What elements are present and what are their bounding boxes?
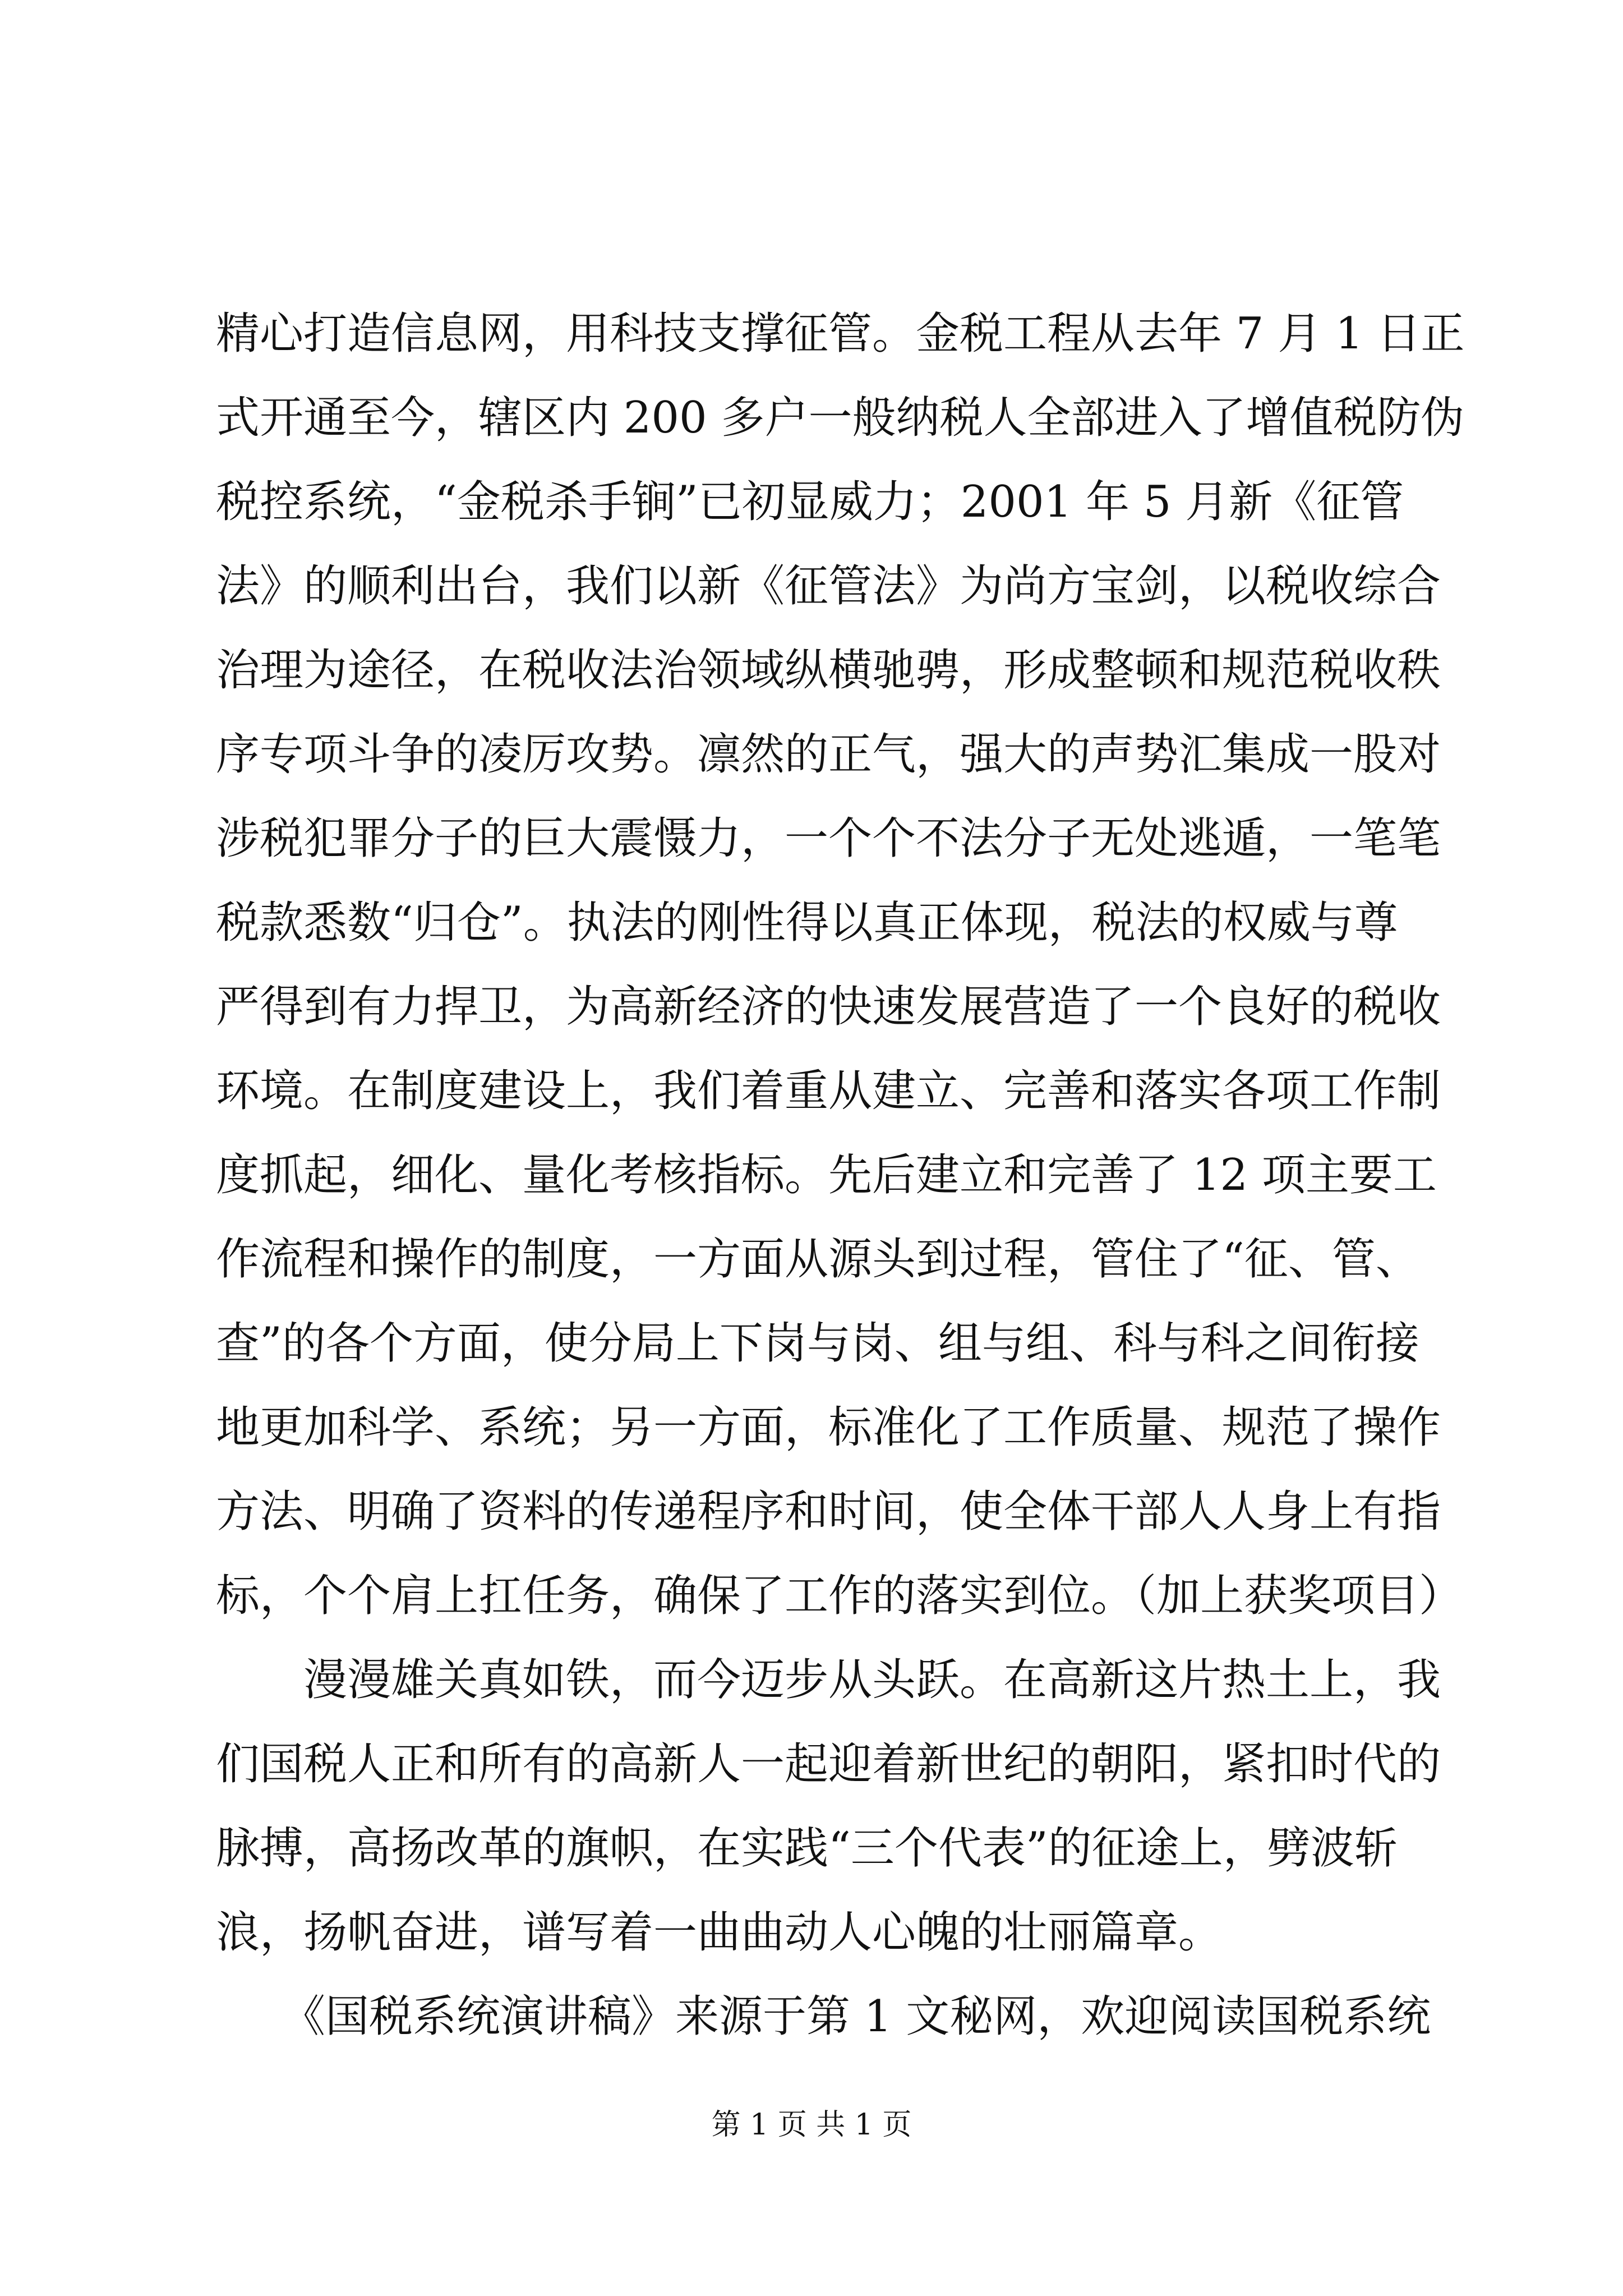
text-line: 法》的顺利出台，我们以新《征管法》为尚方宝剑，以税收综合: [216, 561, 1441, 611]
text-line: 严得到有力捍卫，为高新经济的快速发展营造了一个良好的税收: [216, 982, 1441, 1032]
text-line: 治理为途径，在税收法治领域纵横驰骋，形成整顿和规范税收秩: [216, 645, 1441, 696]
text-line: 脉搏，高扬改革的旗帜，在实践“三个代表”的征途上，劈波斩: [216, 1823, 1398, 1874]
text-line: 式开通至今，辖区内 200 多户一般纳税人全部进入了增值税防伪: [216, 393, 1465, 443]
text-line: 度抓起，细化、量化考核指标。先后建立和完善了 12 项主要工: [216, 1150, 1437, 1200]
text-line: 税款悉数“归仓”。执法的刚性得以真正体现，税法的权威与尊: [216, 898, 1398, 948]
text-line: 涉税犯罪分子的巨大震慑力，一个个不法分子无处逃遁，一笔笔: [216, 813, 1441, 864]
page-number-footer: 第 1 页 共 1 页: [711, 2108, 912, 2142]
text-line: 地更加科学、系统；另一方面，标准化了工作质量、规范了操作: [216, 1402, 1441, 1453]
text-line: 序专项斗争的凌厉攻势。凛然的正气，强大的声势汇集成一股对: [216, 729, 1441, 780]
text-line: 《国税系统演讲稿》来源于第 1 文秘网，欢迎阅读国税系统: [216, 1991, 1431, 2042]
text-line: 漫漫雄关真如铁，而今迈步从头跃。在高新这片热土上，我: [216, 1655, 1441, 1705]
text-line: 浪，扬帆奋进，谱写着一曲曲动人心魄的壮丽篇章。: [216, 1907, 1223, 1958]
text-line: 查”的各个方面，使分局上下岗与岗、组与组、科与科之间衔接: [216, 1318, 1419, 1369]
text-line: 精心打造信息网，用科技支撑征管。金税工程从去年 7 月 1 日正: [216, 309, 1465, 359]
text-line: 税控系统，“金税杀手锏”已初显威力；2001 年 5 月新《征管: [216, 477, 1404, 527]
text-line: 标，个个肩上扛任务，确保了工作的落实到位。（加上获奖项目）: [216, 1571, 1463, 1621]
text-line: 环境。在制度建设上，我们着重从建立、完善和落实各项工作制: [216, 1066, 1441, 1116]
text-line: 们国税人正和所有的高新人一起迎着新世纪的朝阳，紧扣时代的: [216, 1739, 1441, 1789]
text-line: 作流程和操作的制度，一方面从源头到过程，管住了“征、管、: [216, 1234, 1419, 1285]
text-line: 方法、明确了资料的传递程序和时间，使全体干部人人身上有指: [216, 1487, 1441, 1537]
